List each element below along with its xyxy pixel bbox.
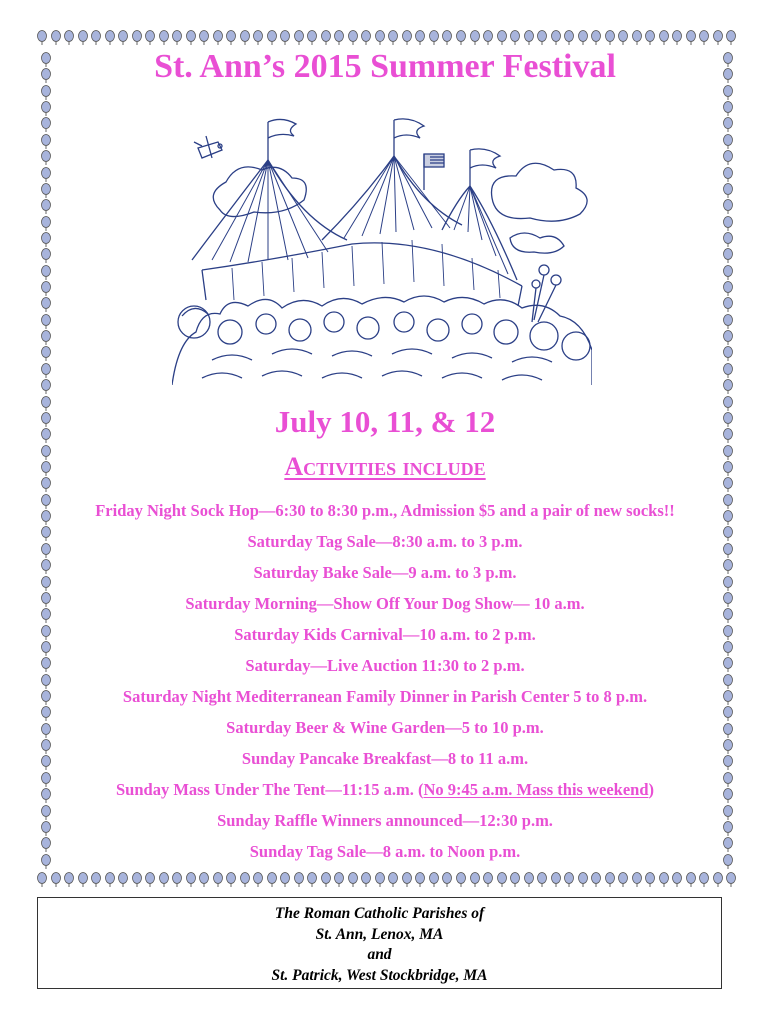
- balloon-bead-icon: [722, 265, 734, 281]
- balloon-bead-icon: [441, 872, 453, 888]
- balloon-bead-icon: [171, 872, 183, 888]
- balloon-bead-icon: [347, 30, 359, 46]
- balloon-bead-icon: [401, 30, 413, 46]
- decorative-border-bottom: [36, 872, 738, 892]
- balloon-bead-icon: [455, 30, 467, 46]
- balloon-bead-icon: [577, 872, 589, 888]
- balloon-bead-icon: [185, 872, 197, 888]
- balloon-bead-icon: [306, 872, 318, 888]
- balloon-bead-icon: [320, 30, 332, 46]
- activity-item: Saturday Kids Carnival—10 a.m. to 2 p.m.: [234, 625, 536, 644]
- balloon-bead-icon: [36, 30, 48, 46]
- balloon-bead-icon: [523, 30, 535, 46]
- balloon-bead-icon: [225, 872, 237, 888]
- cloud-far-right: [510, 233, 564, 253]
- balloon-bead-icon: [722, 216, 734, 232]
- balloon-bead-icon: [604, 30, 616, 46]
- balloon-bead-icon: [104, 30, 116, 46]
- decorative-border-top: [36, 30, 738, 50]
- balloon-bead-icon: [712, 30, 724, 46]
- balloon-bead-icon: [333, 872, 345, 888]
- balloon-bead-icon: [104, 872, 116, 888]
- activity-item: Saturday—Live Auction 11:30 to 2 p.m.: [245, 656, 525, 675]
- balloon-bead-icon: [40, 117, 52, 133]
- balloon-bead-icon: [577, 30, 589, 46]
- balloon-bead-icon: [40, 216, 52, 232]
- balloon-bead-icon: [40, 101, 52, 117]
- balloon-bead-icon: [117, 872, 129, 888]
- mass-line-suffix: ): [648, 780, 654, 799]
- balloon-bead-icon: [360, 30, 372, 46]
- balloon-bead-icon: [212, 30, 224, 46]
- activity-item: Saturday Night Mediterranean Family Dinner in Parish Center 5 to 8 p.m.: [122, 687, 648, 706]
- american-flag: [424, 154, 444, 190]
- balloon-bead-icon: [712, 872, 724, 888]
- balloon-bead-icon: [171, 30, 183, 46]
- balloon-bead-icon: [482, 872, 494, 888]
- balloon-bead-icon: [279, 872, 291, 888]
- activity-item-mass: [0, 779, 770, 810]
- balloon-bead-icon: [631, 872, 643, 888]
- balloon-bead-icon: [40, 265, 52, 281]
- balloon-bead-icon: [685, 30, 697, 46]
- balloon-bead-icon: [252, 30, 264, 46]
- balloon-bead-icon: [722, 297, 734, 313]
- balloon-bead-icon: [414, 30, 426, 46]
- balloon-bead-icon: [428, 30, 440, 46]
- balloon-bead-icon: [722, 101, 734, 117]
- balloon-bead-icon: [40, 281, 52, 297]
- balloon-bead-icon: [77, 30, 89, 46]
- balloon-bead-icon: [722, 183, 734, 199]
- balloon-bead-icon: [306, 30, 318, 46]
- activity-item: Friday Night Sock Hop—6:30 to 8:30 p.m., Admission $5 and a pair of new socks!!: [95, 501, 675, 520]
- activities-heading-text: Activities include: [284, 452, 486, 481]
- balloon-bead-icon: [266, 872, 278, 888]
- balloon-bead-icon: [63, 872, 75, 888]
- balloon-bead-icon: [725, 30, 737, 46]
- balloon-bead-icon: [698, 30, 710, 46]
- balloon-bead-icon: [671, 872, 683, 888]
- balloon-bead-icon: [722, 248, 734, 264]
- balloon-bead-icon: [685, 872, 697, 888]
- balloon-bead-icon: [722, 346, 734, 362]
- flag-center: [394, 119, 424, 156]
- balloon-bead-icon: [722, 167, 734, 183]
- balloon-bead-icon: [455, 872, 467, 888]
- balloon-bead-icon: [63, 30, 75, 46]
- balloon-bead-icon: [374, 872, 386, 888]
- balloon-bead-icon: [722, 281, 734, 297]
- balloon-bead-icon: [496, 30, 508, 46]
- footer-line: and: [367, 946, 392, 963]
- footer-line: St. Ann, Lenox, MA: [315, 925, 444, 943]
- balloon-bead-icon: [722, 134, 734, 150]
- balloon-bead-icon: [482, 30, 494, 46]
- balloon-bead-icon: [644, 872, 656, 888]
- balloon-bead-icon: [722, 314, 734, 330]
- footer-line: St. Patrick, West Stockbridge, MA: [271, 966, 488, 984]
- balloon-bead-icon: [40, 167, 52, 183]
- balloon-bead-icon: [722, 379, 734, 395]
- balloon-bead-icon: [722, 199, 734, 215]
- balloon-bead-icon: [50, 872, 62, 888]
- balloon-bead-icon: [158, 872, 170, 888]
- balloon-bead-icon: [722, 330, 734, 346]
- activity-item: Sunday Raffle Winners announced—12:30 p.m.: [217, 811, 553, 830]
- balloon-bead-icon: [698, 872, 710, 888]
- balloon-bead-icon: [590, 30, 602, 46]
- balloon-bead-icon: [563, 30, 575, 46]
- balloon-bead-icon: [144, 30, 156, 46]
- festival-title: St. Ann’s 2015 Summer Festival: [154, 48, 616, 85]
- balloon-bead-icon: [428, 872, 440, 888]
- balloon-bead-icon: [40, 232, 52, 248]
- balloon-bead-icon: [725, 872, 737, 888]
- balloon-bead-icon: [50, 30, 62, 46]
- festival-dates: July 10, 11, & 12: [274, 404, 496, 439]
- activities-heading: [0, 452, 770, 482]
- activities-list: [0, 500, 770, 872]
- balloon-bead-icon: [77, 872, 89, 888]
- balloon-bead-icon: [40, 85, 52, 101]
- balloon-bead-icon: [40, 134, 52, 150]
- balloon-bead-icon: [550, 872, 562, 888]
- balloon-bead-icon: [40, 314, 52, 330]
- balloon-bead-icon: [722, 85, 734, 101]
- balloon-bead-icon: [387, 872, 399, 888]
- activity-item: Saturday Bake Sale—9 a.m. to 3 p.m.: [253, 563, 517, 582]
- balloon-bead-icon: [40, 363, 52, 379]
- balloon-bead-icon: [414, 872, 426, 888]
- balloon-bead-icon: [40, 199, 52, 215]
- balloon-bead-icon: [401, 872, 413, 888]
- festival-crowd: [172, 296, 592, 385]
- balloon-bead-icon: [509, 872, 521, 888]
- footer-line: The Roman Catholic Parishes of: [274, 905, 485, 922]
- activity-item: Sunday Tag Sale—8 a.m. to Noon p.m.: [249, 842, 521, 861]
- activity-item: Saturday Tag Sale—8:30 a.m. to 3 p.m.: [247, 532, 523, 551]
- balloon-bead-icon: [198, 872, 210, 888]
- activity-item: Saturday Beer & Wine Garden—5 to 10 p.m.: [226, 718, 544, 737]
- balloon-bead-icon: [198, 30, 210, 46]
- balloon-bead-icon: [658, 872, 670, 888]
- balloon-bead-icon: [212, 872, 224, 888]
- balloon-bead-icon: [617, 30, 629, 46]
- balloon-bead-icon: [387, 30, 399, 46]
- airplane: [194, 136, 222, 158]
- balloon-bead-icon: [360, 872, 372, 888]
- balloon-bead-icon: [374, 30, 386, 46]
- balloon-bead-icon: [40, 248, 52, 264]
- balloon-bead-icon: [266, 30, 278, 46]
- cloud-right: [492, 163, 588, 221]
- balloon-bead-icon: [333, 30, 345, 46]
- balloon-bead-icon: [40, 330, 52, 346]
- balloon-bead-icon: [523, 872, 535, 888]
- flag-left: [268, 119, 296, 160]
- balloon-bead-icon: [40, 297, 52, 313]
- mass-line-prefix: Sunday Mass Under The Tent—11:15 a.m. (: [115, 780, 424, 799]
- balloon-bead-icon: [293, 872, 305, 888]
- balloon-bead-icon: [536, 872, 548, 888]
- balloon-bead-icon: [36, 872, 48, 888]
- balloon-bead-icon: [604, 872, 616, 888]
- balloon-bead-icon: [40, 150, 52, 166]
- balloon-bead-icon: [225, 30, 237, 46]
- balloon-bead-icon: [252, 872, 264, 888]
- activity-item: Sunday Pancake Breakfast—8 to 11 a.m.: [241, 749, 529, 768]
- balloon-bead-icon: [631, 30, 643, 46]
- balloon-bead-icon: [441, 30, 453, 46]
- balloon-bead-icon: [90, 30, 102, 46]
- balloon-bead-icon: [90, 872, 102, 888]
- balloon-bead-icon: [144, 872, 156, 888]
- balloon-bead-icon: [469, 30, 481, 46]
- balloon-bead-icon: [185, 30, 197, 46]
- balloon-bead-icon: [496, 872, 508, 888]
- parish-footer-box: [37, 897, 722, 989]
- balloon-bead-icon: [550, 30, 562, 46]
- balloon-bead-icon: [722, 150, 734, 166]
- balloon-bead-icon: [722, 117, 734, 133]
- activity-item: Saturday Morning—Show Off Your Dog Show— 10 a.m.: [185, 594, 585, 613]
- balloon-bead-icon: [722, 232, 734, 248]
- balloon-bead-icon: [158, 30, 170, 46]
- balloon-bead-icon: [722, 363, 734, 379]
- balloon-bead-icon: [563, 872, 575, 888]
- mass-note-underlined: No 9:45 a.m. Mass this weekend: [423, 780, 649, 799]
- balloon-bead-icon: [131, 30, 143, 46]
- balloon-bead-icon: [509, 30, 521, 46]
- balloon-bead-icon: [469, 872, 481, 888]
- balloon-bead-icon: [40, 346, 52, 362]
- balloon-bead-icon: [239, 872, 251, 888]
- balloon-bead-icon: [131, 872, 143, 888]
- balloon-bead-icon: [320, 872, 332, 888]
- balloon-bead-icon: [347, 872, 359, 888]
- balloon-bead-icon: [279, 30, 291, 46]
- balloon-bead-icon: [536, 30, 548, 46]
- balloon-bead-icon: [40, 183, 52, 199]
- balloon-bead-icon: [644, 30, 656, 46]
- balloon-bead-icon: [590, 872, 602, 888]
- balloon-bead-icon: [239, 30, 251, 46]
- balloon-bead-icon: [658, 30, 670, 46]
- balloon-bead-icon: [671, 30, 683, 46]
- balloon-bead-icon: [293, 30, 305, 46]
- balloon-bead-icon: [617, 872, 629, 888]
- balloon-bead-icon: [117, 30, 129, 46]
- balloon-bead-icon: [40, 379, 52, 395]
- circus-tent-illustration: [172, 110, 592, 385]
